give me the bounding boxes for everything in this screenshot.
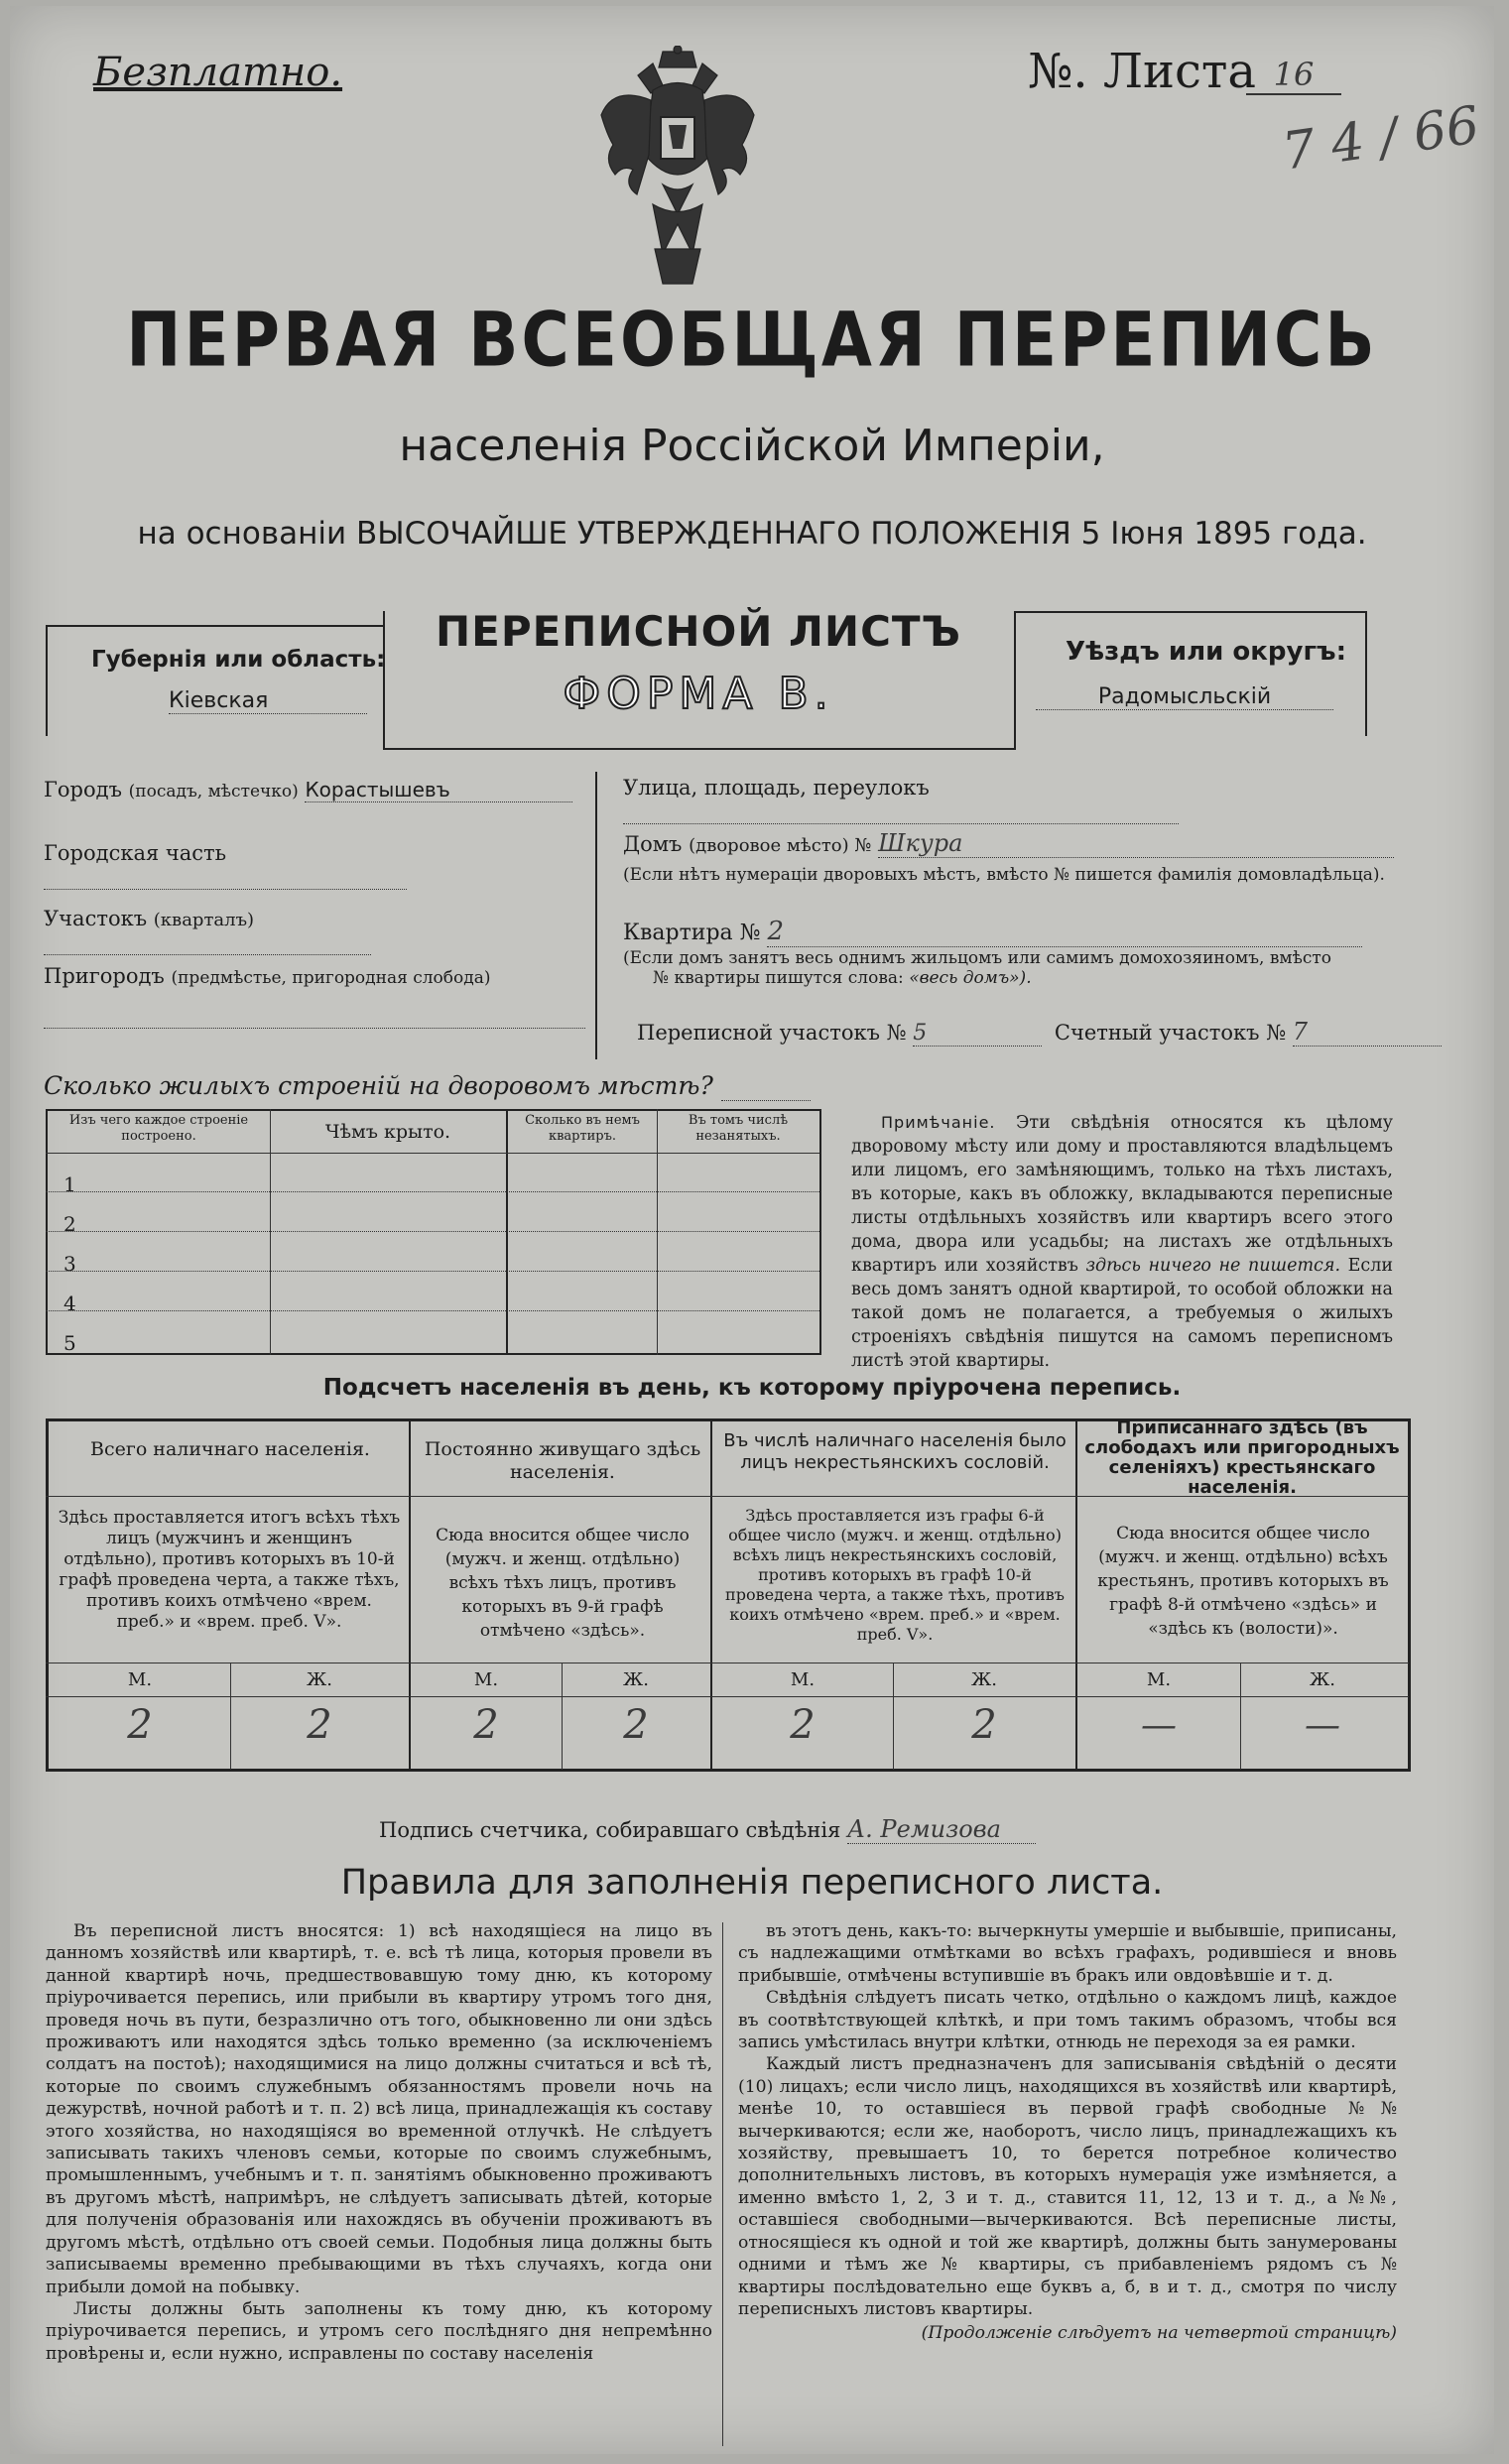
main-title: ПЕРВАЯ ВСЕОБЩАЯ ПЕРЕПИСЬ [126, 296, 1378, 384]
sheet-number-label: №. Листа [1028, 44, 1257, 99]
suburb-note: (предмѣстье, пригородная слобода) [171, 968, 491, 988]
rules-left-paragraph-1: Въ переписной листъ вносятся: 1) всѣ находящіеся на лицо въ данномъ хозяйствѣ или квартирѣ, т. е. всѣ тѣ лица, которыя провели въ данной квартирѣ ночь, предшествовавшую тому дню, къ которому пріурочивается перепись, или прибыли въ квартиру утромъ того дня, проведя ночь въ пути, безразлично отъ того, обыкновенно ли они здѣсь проживаютъ или находятся здѣсь только временно (за исключеніемъ солдатъ на постоѣ); находящимися на лицо должны считаться и всѣ тѣ, которые по своимъ служебнымъ обязанностямъ провели ночь на дежурствѣ, ночной работѣ и т. п. 2) всѣ лица, принадлежащія къ составу этого хозяйства, но находящіяся во временной отлучкѣ. Не слѣдуетъ записывать такихъ членовъ семьи, которые по своимъ служебнымъ, промышленнымъ, учебнымъ и т. п. занятіямъ обыкновенно проживаютъ въ другомъ мѣстѣ, напримѣръ, не слѣдуетъ записывать дѣтей, которые для полученія образованія или нахождясь въ обученіи проживаютъ въ другомъ мѣстѣ, отдѣльно отъ своей семьи. Подобныя лица должны быть записываемы временно пребывающими въ тѣхъ случаяхъ, когда они прибыли домой на побывку. [46, 1921, 712, 2297]
province-value-text: Кіевская [169, 688, 367, 714]
precinct-label: Участокъ [44, 907, 148, 930]
note-text-1: Эти свѣдѣнія относятся къ цѣлому дворовому мѣсту или дому и проставляются владѣльцемъ или лицомъ, его замѣняющимъ, только на тѣхъ листахъ, въ которые, какъ въ обложку, вкладываются переписные листы отдѣльныхъ хозяйствъ или квартиръ всего этого дома, двора или усадьбы; на листахъ же отдѣльныхъ квартиръ или хозяйствъ [851, 1113, 1393, 1276]
street-field [623, 776, 1476, 824]
buildings-row-5: 5 [63, 1331, 76, 1355]
rules-continued: (Продолженіе слѣдуетъ на четвертой страницѣ) [921, 2323, 1397, 2344]
pop-f-label-4: Ж. [1310, 1669, 1335, 1690]
pop-col2-head: Постоянно живущаго здѣсь населенія. [424, 1438, 701, 1483]
buildings-row-lines [46, 1153, 819, 1351]
form-box-right-side [1365, 611, 1367, 736]
buildings-row-4: 4 [63, 1292, 76, 1315]
suburb-line [44, 1018, 585, 1029]
buildings-row-1: 1 [63, 1172, 76, 1196]
rules-right-paragraph-3: Каждый листъ предназначенъ для записыванія свѣдѣній о десяти (10) лицахъ; если число лицъ, находящихся въ хозяйствѣ или квартирѣ, менѣе 10, то оставшіеся въ первой графѣ свободные №№ вычеркиваются; если же, наоборотъ, число лицъ, принадлежащихъ къ хозяйству, превышаетъ 10, то берется потребное количество дополнительныхъ листовъ, въ которыхъ нумерація уже измѣняется, а именно вмѣсто 1, 2, 3 и т. д., ставится 11, 12, 13 и т. д., а №№, оставшіеся свободными—вычеркиваются. Всѣ переписные листы, относящіеся къ одной и той же квартирѣ, должны быть занумерованы одними и тѣмъ же № квартиры, съ прибавленіемъ рядомъ съ № квартиры послѣдовательно еще буквъ а, б, в и т. д., смотря по числу переписныхъ листовъ квартиры. [738, 2054, 1397, 2319]
rules-title: Правила для заполненія переписного листа. [340, 1863, 1164, 1903]
corner-mark [1279, 95, 1483, 182]
rules-right-paragraph-1: въ этотъ день, какъ-то: вычеркнуты умершіе и выбывшіе, приписаны, съ надлежащими отмѣтками во всѣхъ графахъ, родившіеся и вновь прибывшіе, отмѣчены вступившіе въ бракъ или овдовѣвшіе и т. д. [738, 1921, 1398, 1986]
free-label: Безплатно. [93, 50, 343, 95]
buildings-question [44, 1071, 811, 1101]
note-text-2: Если весь домъ занятъ одной квартирой, то особой обложки на такой домъ не полагается, а требуемыя о жилыхъ строеніяхъ свѣдѣнія пишутся на самомъ переписномъ листѣ этой квартиры. [851, 1256, 1393, 1371]
county-value-text: Радомысльскій [1036, 684, 1333, 710]
pop-value-3: 2 [473, 1702, 499, 1748]
note-block [851, 1111, 1393, 1373]
form-box-left-top [46, 625, 383, 627]
census-district-value: 5 [913, 1021, 1042, 1047]
form-designation: ФОРМА В. [563, 669, 834, 719]
counting-district-label: Счетный участокъ № [1054, 1021, 1287, 1045]
house-value: Шкура [878, 829, 1394, 858]
rules-column-divider [722, 1922, 723, 2446]
address-divider [595, 772, 597, 1059]
rules-right-column [738, 1920, 1397, 2345]
note-text-italic: здѣсь ничего не пишется. [1085, 1256, 1341, 1276]
province-label: Губернія или область: [91, 647, 386, 673]
census-sheet [10, 6, 1494, 2454]
sheet-title: ПЕРЕПИСНОЙ ЛИСТЪ [435, 607, 962, 656]
buildings-question-text: Сколько жилыхъ строеній на дворовомъ мѣстѣ? [44, 1071, 713, 1100]
pop-col2-body: Сюда вносится общее число (мужч. и женщ. отдѣльно) всѣхъ тѣхъ лицъ, противъ которыхъ въ 9-й графѣ отмѣчено «здѣсь». [436, 1526, 690, 1641]
population-title: Подсчетъ населенія въ день, къ которому пріурочена перепись. [322, 1375, 1182, 1401]
rules-right-paragraph-2: Свѣдѣнія слѣдуетъ писать четко, отдѣльно о каждомъ лицѣ, каждое въ соотвѣтствующей клѣткѣ, и при томъ такимъ образомъ, чтобы вся запись умѣстилась внутри клѣтки, отнюдь не переходя за ея рамки. [738, 1988, 1397, 2053]
county-label: Уѣздъ или округъ: [1066, 637, 1346, 667]
district-numbers-field [637, 1018, 1490, 1047]
pop-col3-head: Въ числѣ наличнаго населенія было лицъ некрестьянскихъ сословій. [723, 1430, 1067, 1473]
form-box-left-side [46, 625, 48, 736]
pop-f-label-3: Ж. [971, 1669, 997, 1690]
city-label: Городъ [44, 778, 122, 801]
buildings-row-2: 2 [63, 1212, 76, 1236]
signature-value: А. Ремизова [847, 1815, 1036, 1844]
province-value [69, 688, 367, 714]
city-district-label: Городская часть [44, 841, 227, 865]
pop-value-6: 2 [971, 1702, 997, 1748]
sheet-number-value: 16 [1246, 56, 1341, 95]
city-note: (посадъ, мѣстечко) [128, 782, 299, 801]
apartment-hint [623, 948, 1397, 988]
precinct-note: (кварталъ) [153, 910, 255, 930]
form-box-center-bottom [383, 748, 1014, 750]
apartment-label: Квартира № [623, 921, 761, 945]
buildings-col4-head: Въ томъ числѣ незанятыхъ. [688, 1113, 789, 1144]
pop-f-label-1: Ж. [307, 1669, 332, 1690]
subtitle: населенія Россійской Имперіи, [399, 421, 1105, 471]
note-head: Примѣчаніе. [881, 1113, 996, 1132]
census-district-label: Переписной участокъ № [637, 1021, 907, 1045]
counting-district-value: 7 [1293, 1018, 1442, 1047]
apartment-hint-italic: «весь домъ»). [909, 968, 1032, 988]
double-headed-eagle-emblem [593, 46, 762, 294]
house-label: Домъ [623, 832, 683, 856]
pop-value-5: 2 [790, 1702, 816, 1748]
pop-col4-head: Приписаннаго здѣсь (въ слободахъ или пригородныхъ селеніяхъ) крестьянскаго населенія. [1084, 1417, 1400, 1498]
buildings-col2-head: Чѣмъ крыто. [324, 1121, 451, 1143]
rules-left-paragraph-2: Листы должны быть заполнены къ тому дню, къ которому пріурочивается перепись, и утромъ сего послѣдняго дня непремѣнно провѣрены и, если нужно, исправлены по составу населенія [46, 2298, 712, 2364]
county-value [1036, 684, 1333, 710]
form-box-right-divider [1014, 611, 1016, 750]
pop-value-4: 2 [623, 1702, 649, 1748]
buildings-col3-head: Сколько въ немъ квартиръ. [525, 1113, 640, 1144]
pop-value-1: 2 [127, 1702, 153, 1748]
city-field [44, 778, 585, 802]
city-district-field [44, 841, 585, 890]
signature-label: Подпись счетчика, собиравшаго свѣдѣнія [379, 1818, 841, 1842]
form-box-right-top [1014, 611, 1367, 613]
pop-col4-body: Сюда вносится общее число (мужч. и женщ. отдѣльно) всѣхъ крестьянъ, противъ которыхъ въ графѣ 8-й отмѣчено «здѣсь» и «здѣсь къ (волости)». [1097, 1524, 1389, 1639]
basis-line: на основаніи ВЫСОЧАЙШЕ УТВЕРЖДЕННАГО ПОЛОЖЕНІЯ 5 Іюня 1895 года. [137, 516, 1367, 552]
street-label: Улица, площадь, переулокъ [623, 776, 930, 800]
apartment-value: 2 [767, 917, 1362, 947]
buildings-col1-head: Изъ чего каждое строеніе построено. [68, 1113, 249, 1144]
house-field [623, 829, 1476, 858]
apartment-hint-line-1: (Если домъ занятъ весь однимъ жильцомъ или самимъ домохозяиномъ, вмѣсто [623, 948, 1332, 968]
buildings-row-3: 3 [63, 1252, 76, 1276]
apartment-field [623, 917, 1476, 947]
pop-col3-body: Здѣсь проставляется изъ графы 6-й общее число (мужч. и женщ. отдѣльно) всѣхъ лицъ некрестьянскихъ сословій, противъ которыхъ въ графѣ 10-й проведена черта, а также тѣхъ, противъ коихъ отмѣчено «врем. преб.» и «врем. преб. V». [725, 1506, 1065, 1644]
pop-m-label-3: М. [790, 1669, 816, 1690]
house-hint: (Если нѣтъ нумераціи дворовыхъ мѣстъ, вмѣсто № пишется фамилія домовладѣльца). [623, 865, 1385, 885]
precinct-field [44, 907, 585, 955]
pop-value-2: 2 [307, 1702, 332, 1748]
corner-mark-text: 7 4 / 66 [1278, 95, 1483, 183]
pop-value-7: — [1141, 1705, 1177, 1746]
rules-left-column [46, 1920, 712, 2365]
suburb-label: Пригородъ [44, 964, 165, 988]
pop-col1-body: Здѣсь проставляется итогъ всѣхъ тѣхъ лицъ (мужчинъ и женщинъ отдѣльно), противъ которыхъ въ 10-й графѣ проведена черта, а также тѣхъ, противъ коихъ отмѣчено «врем. преб.» и «врем. преб. V». [58, 1508, 401, 1632]
pop-m-label-2: М. [473, 1669, 499, 1690]
suburb-field [44, 964, 585, 988]
pop-col1-head: Всего наличнаго населенія. [90, 1438, 370, 1460]
pop-m-label-4: М. [1146, 1669, 1172, 1690]
population-mf-line [46, 1696, 1409, 1697]
pop-value-8: — [1305, 1705, 1340, 1746]
apartment-hint-text: № квартиры пишутся слова: [653, 968, 904, 988]
apartment-hint-line-2 [623, 968, 1397, 988]
signature-field [379, 1815, 1036, 1844]
house-note: (дворовое мѣсто) № [689, 835, 872, 856]
pop-f-label-2: Ж. [623, 1669, 649, 1690]
city-value: Корастышевъ [305, 778, 572, 802]
pop-m-label-1: М. [127, 1669, 153, 1690]
